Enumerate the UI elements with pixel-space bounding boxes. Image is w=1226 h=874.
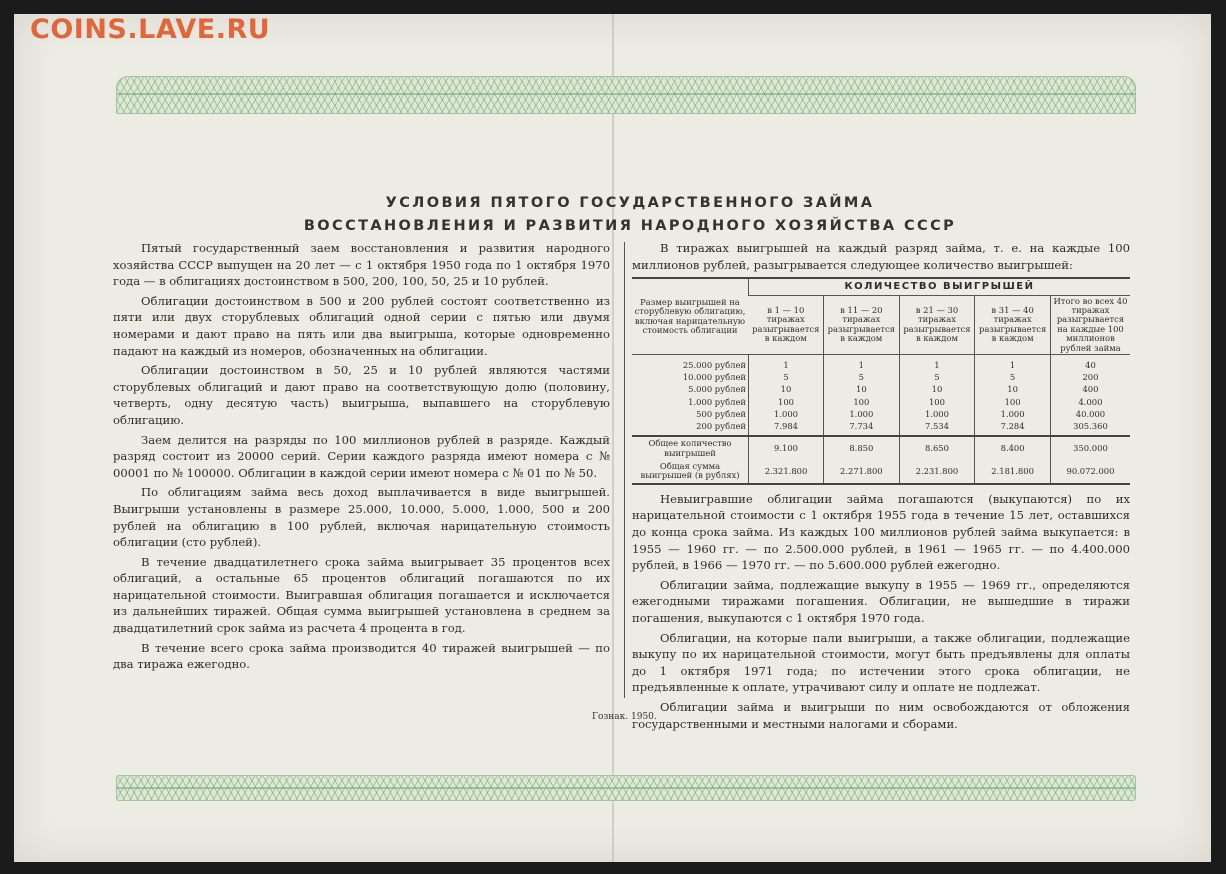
prize-table xyxy=(632,277,1130,485)
paragraph: Невыигравшие облигации займа погашаются (выкупаются) по их нарицательной стоимости с 1 октября 1955 года в течение 15 лет, оставшихся до конца срока займа. Из каждых 100 миллионов рублей займа выкупается: в 1955 — 1960 гг. — по 2.500.000 рублей, в 1961 — 1965 гг. — по 4.400.000 рублей, в 1966 — 1970 гг. — по 5.600.000 рублей ежегодно. xyxy=(632,491,1130,573)
column-header: в 11 — 20 тиражах разыгрывается в каждом xyxy=(824,295,900,354)
column-header: в 1 — 10 тиражах разыгрывается в каждом xyxy=(749,295,824,354)
cell: 10 xyxy=(975,383,1051,395)
cell: 350.000 xyxy=(1050,436,1130,460)
cell: 1.000 xyxy=(749,408,824,420)
ornament-band-top xyxy=(116,76,1136,114)
cell: 40 xyxy=(1050,355,1130,372)
cell: 7.734 xyxy=(824,420,900,436)
cell: 1.000 xyxy=(899,408,975,420)
totals-row xyxy=(632,460,1130,484)
paragraph: Облигации займа, подлежащие выкупу в 1955 — 1969 гг., определяются ежегодными тиражами погашения. Облигации, не вышедшие в тиражи погашения, выкупаются с 1 октября 1970 года. xyxy=(632,577,1130,626)
table-row xyxy=(632,383,1130,395)
cell: 10 xyxy=(824,383,900,395)
cell: 1 xyxy=(749,355,824,372)
paragraph: Пятый государственный заем восстановления и развития народного хозяйства СССР выпущен на 20 лет — с 1 октября 1950 года по 1 октября 1970 года — в облигациях достоинством в 500, 200, 100, 50, 25 и 10 рублей. xyxy=(113,241,610,289)
cell: 1.000 xyxy=(824,408,900,420)
paragraph: Облигации достоинством в 500 и 200 рублей состоят соответственно из пяти или двух сторублевых облигаций одной серии с пятью или двумя номерами и дают право на пять или два выигрыша, которые одновременно падают на каждый из номеров, обозначенных на облигации. xyxy=(113,293,610,358)
cell: 2.321.800 xyxy=(749,460,824,484)
table-row xyxy=(632,355,1130,372)
cell: 5 xyxy=(899,371,975,383)
cell: 100 xyxy=(824,396,900,408)
cell: 9.100 xyxy=(749,436,824,460)
cell: 5 xyxy=(749,371,824,383)
cell: 2.181.800 xyxy=(975,460,1051,484)
fold-line xyxy=(612,14,614,862)
cell: 2.231.800 xyxy=(899,460,975,484)
row-label: Общее количество выигрышей xyxy=(648,438,732,458)
cell: 100 xyxy=(749,396,824,408)
row-header: Размер выигрышей на сторублевую облигацию, включая нарицательную стоимость облигации xyxy=(632,278,749,354)
row-label: Общая сумма выигрышей (в рублях) xyxy=(640,461,740,481)
group-header: КОЛИЧЕСТВО ВЫИГРЫШЕЙ xyxy=(749,278,1131,295)
totals-row xyxy=(632,436,1130,460)
cell: 4.000 xyxy=(1050,396,1130,408)
printer-imprint: Гознак. 1950. xyxy=(592,712,657,722)
cell: 100 xyxy=(899,396,975,408)
cell: 5 xyxy=(975,371,1051,383)
paragraph: В течение всего срока займа производится 40 тиражей выигрышей — по два тиража ежегодно. xyxy=(113,640,610,672)
paragraph: Облигации достоинством в 50, 25 и 10 рублей являются частями сторублевых облигаций и дают право на соответствующую долю (половину, четверть, одну десятую часть) выигрыша, выпавшего на сторублевую облигацию. xyxy=(113,363,610,427)
paragraph: Заем делится на разряды по 100 миллионов рублей в разряде. Каждый разряд состоит из 20000 серий. Серии каждого разряда имеют номера с № 00001 по № 100000. Облигации в каждой серии имеют номера с № 01 по № 50. xyxy=(113,432,610,480)
heading-line-2: ВОССТАНОВЛЕНИЯ И РАЗВИТИЯ НАРОДНОГО ХОЗЯЙСТВА СССР xyxy=(303,218,957,234)
row-label: 1.000 рублей xyxy=(688,396,746,407)
cell: 1 xyxy=(975,355,1051,372)
table-row xyxy=(632,420,1130,436)
cell: 2.271.800 xyxy=(824,460,900,484)
paragraph: Облигации, на которые пали выигрыши, а также облигации, подлежащие выкупу по их нарицательной стоимости, могут быть предъявлены для оплаты до 1 октября 1971 года; по истечении этого срока облигации, не предъявленные к оплате, утрачивают силу и оплате не подлежат. xyxy=(632,630,1130,695)
cell: 1 xyxy=(824,355,900,372)
cell: 10 xyxy=(749,383,824,395)
row-label: 25.000 рублей xyxy=(682,360,746,371)
cell: 40.000 xyxy=(1050,408,1130,420)
cell: 400 xyxy=(1050,383,1130,395)
column-header: в 31 — 40 тиражах разыгрывается в каждом xyxy=(975,295,1051,354)
heading-line-1: УСЛОВИЯ ПЯТОГО ГОСУДАРСТВЕННОГО ЗАЙМА xyxy=(385,195,875,211)
paragraph: В течение двадцатилетнего срока займа выигрывает 35 процентов всех облигаций, а остальные 65 процентов облигаций погашаются по их нарицательной стоимости. Выигравшая облигация погашается и исключается из дальнейших тиражей. Общая сумма выигрышей установлена в среднем за двадцатилетний срок займа из расчета 4 процента в год. xyxy=(113,554,610,636)
row-label: 500 рублей xyxy=(696,408,746,419)
cell: 1.000 xyxy=(975,408,1051,420)
cell: 1 xyxy=(899,355,975,372)
column-header: в 21 — 30 тиражах разыгрывается в каждом xyxy=(899,295,975,354)
row-label: 5.000 рублей xyxy=(688,384,746,395)
table-intro: В тиражах выигрышей на каждый разряд займа, т. е. на каждые 100 миллионов рублей, разыгрывается следующее количество выигрышей: xyxy=(632,241,1130,272)
cell: 8.850 xyxy=(824,436,900,460)
table-row xyxy=(632,371,1130,383)
cell: 100 xyxy=(975,396,1051,408)
ornament-band-bottom xyxy=(116,775,1136,801)
cell: 7.284 xyxy=(975,420,1051,436)
cell: 200 xyxy=(1050,371,1130,383)
paragraph: Облигации займа и выигрыши по ним освобождаются от обложения государственными и местными налогами и сборами. xyxy=(632,700,1130,731)
table-row xyxy=(632,396,1130,408)
cell: 10 xyxy=(899,383,975,395)
watermark: COINS.LAVE.RU xyxy=(30,14,271,45)
cell: 7.534 xyxy=(899,420,975,436)
right-column xyxy=(632,240,1130,735)
cell: 8.650 xyxy=(899,436,975,460)
cell: 5 xyxy=(824,371,900,383)
cell: 8.400 xyxy=(975,436,1051,460)
cell: 305.360 xyxy=(1050,420,1130,436)
column-header: Итого во всех 40 тиражах разыгрывается на каждые 100 миллионов рублей займа xyxy=(1050,295,1130,354)
row-label: 200 рублей xyxy=(696,421,746,432)
table-row xyxy=(632,408,1130,420)
left-column xyxy=(113,240,610,676)
cell: 7.984 xyxy=(749,420,824,436)
paragraph: По облигациям займа весь доход выплачивается в виде выигрышей. Выигрыши установлены в размере 25.000, 10.000, 5.000, 1.000, 500 и 200 рублей на облигацию в 100 рублей, включая нарицательную стоимость облигации (сто рублей). xyxy=(113,485,610,550)
column-divider xyxy=(624,242,625,698)
row-label: 10.000 рублей xyxy=(682,372,746,383)
cell: 90.072.000 xyxy=(1050,460,1130,484)
